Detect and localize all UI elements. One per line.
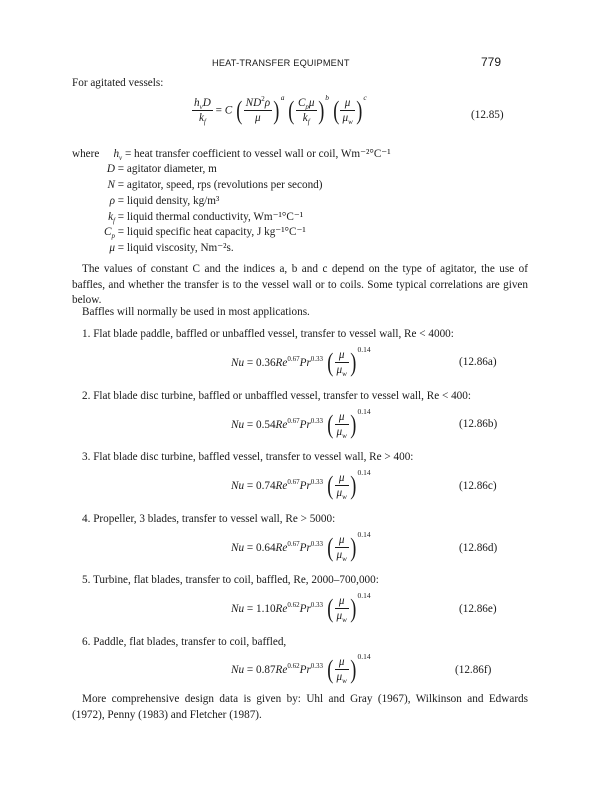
- main-equation: $\frac{h_vD}{k_f}$ = C ( $\frac{ND^2\rho}{\mu}$ )a ( $\frac{C_p\mu}{k_f}$ )b ( $\frac{\mu}{\mu_w}$ )c: [194, 93, 367, 126]
- correlation-equation-3: $Nu = 0.74Re^{0.67}Pr^{0.33}$ ( $\frac{\mu}{\mu_w}$ )0.14: [231, 468, 371, 501]
- correlation-equation-6: $Nu = 0.87Re^{0.62}Pr^{0.33}$ ( $\frac{\mu}{\mu_w}$ )0.14: [231, 652, 371, 685]
- definition-text: = agitator, speed, rps (revolutions per second): [117, 179, 323, 191]
- correlation-equation-5: $Nu = 1.10Re^{0.62}Pr^{0.33}$ ( $\frac{\mu}{\mu_w}$ )0.14: [231, 591, 371, 624]
- definition-text: = liquid viscosity, Nm⁻²s.: [117, 242, 234, 254]
- definition-row: D = agitator diameter, m: [106, 163, 217, 175]
- equation-number-12-86b: (12.86b): [459, 418, 498, 430]
- correlation-equation-1: $Nu = 0.36Re^{0.67}Pr^{0.33}$ ( $\frac{\mu}{\mu_w}$ )0.14: [231, 345, 371, 378]
- definition-row: $k_f$ = liquid thermal conductivity, Wm⁻¹°C⁻¹: [108, 211, 304, 225]
- correlation-equation-4: $Nu = 0.64Re^{0.67}Pr^{0.33}$ ( $\frac{\mu}{\mu_w}$ )0.14: [231, 530, 371, 563]
- paragraph-baffles: Baffles will normally be used in most applications.: [82, 306, 310, 318]
- correlation-item-6: 6. Paddle, flat blades, transfer to coil, baffled,: [82, 636, 287, 648]
- correlation-equation-2: $Nu = 0.54Re^{0.67}Pr^{0.33}$ ( $\frac{\mu}{\mu_w}$ )0.14: [231, 407, 371, 440]
- running-header: HEAT-TRANSFER EQUIPMENT: [212, 58, 350, 68]
- equation-number-12-86e: (12.86e): [459, 603, 497, 615]
- definition-row: ρ = liquid density, kg/m³: [109, 195, 220, 207]
- correlation-item-5: 5. Turbine, flat blades, transfer to coil, baffled, Re, 2000–700,000:: [82, 574, 379, 586]
- definition-row: N = agitator, speed, rps (revolutions per second): [107, 179, 323, 191]
- exponent-b: b: [325, 93, 329, 102]
- definition-text: = heat transfer coefficient to vessel wall or coil, Wm⁻²°C⁻¹: [124, 148, 391, 160]
- paragraph-agitator-types: The values of constant C and the indices a, b and c depend on the type of agitator, the use of baffles, and whether the transfer is to the vessel wall or to coils. Some typical correlations are given below.: [72, 263, 528, 306]
- equation-number-12-86a: (12.86a): [459, 356, 497, 368]
- where-label: where: [72, 148, 100, 160]
- equation-number-12-86d: (12.86d): [459, 542, 498, 554]
- equation-number-12-85: (12.85): [471, 109, 504, 121]
- correlation-item-4: 4. Propeller, 3 blades, transfer to vessel wall, Re > 5000:: [82, 513, 336, 525]
- equation-number-12-86c: (12.86c): [459, 480, 497, 492]
- correlation-item-3: 3. Flat blade disc turbine, baffled vessel, transfer to vessel wall, Re > 400:: [82, 451, 414, 463]
- definition-row: where $h_v$ = heat transfer coefficient to vessel wall or coil, Wm⁻²°C⁻¹: [72, 148, 391, 162]
- definition-row: $C_p$ = liquid specific heat capacity, J kg⁻¹°C⁻¹: [104, 226, 306, 240]
- exponent-a: a: [280, 93, 285, 102]
- definition-text: = agitator diameter, m: [117, 163, 217, 175]
- definition-text: = liquid thermal conductivity, Wm⁻¹°C⁻¹: [117, 211, 304, 223]
- equation-number-12-86f: (12.86f): [455, 664, 492, 676]
- definition-row: μ = liquid viscosity, Nm⁻²s.: [109, 242, 234, 254]
- paragraph-references: More comprehensive design data is given by: Uhl and Gray (1967), Wilkinson and Edwards (1972), Penny (1983) and Fletcher (1987).: [72, 693, 528, 721]
- exponent-c: c: [363, 93, 367, 102]
- correlation-item-2: 2. Flat blade disc turbine, baffled or unbaffled vessel, transfer to vessel wall, Re < 400:: [82, 390, 471, 402]
- page-number: 779: [481, 55, 502, 69]
- definition-text: = liquid specific heat capacity, J kg⁻¹°C⁻¹: [117, 226, 306, 238]
- intro-text: For agitated vessels:: [72, 77, 164, 89]
- definition-text: = liquid density, kg/m³: [117, 195, 220, 207]
- correlation-item-1: 1. Flat blade paddle, baffled or unbaffled vessel, transfer to vessel wall, Re < 4000:: [82, 328, 454, 340]
